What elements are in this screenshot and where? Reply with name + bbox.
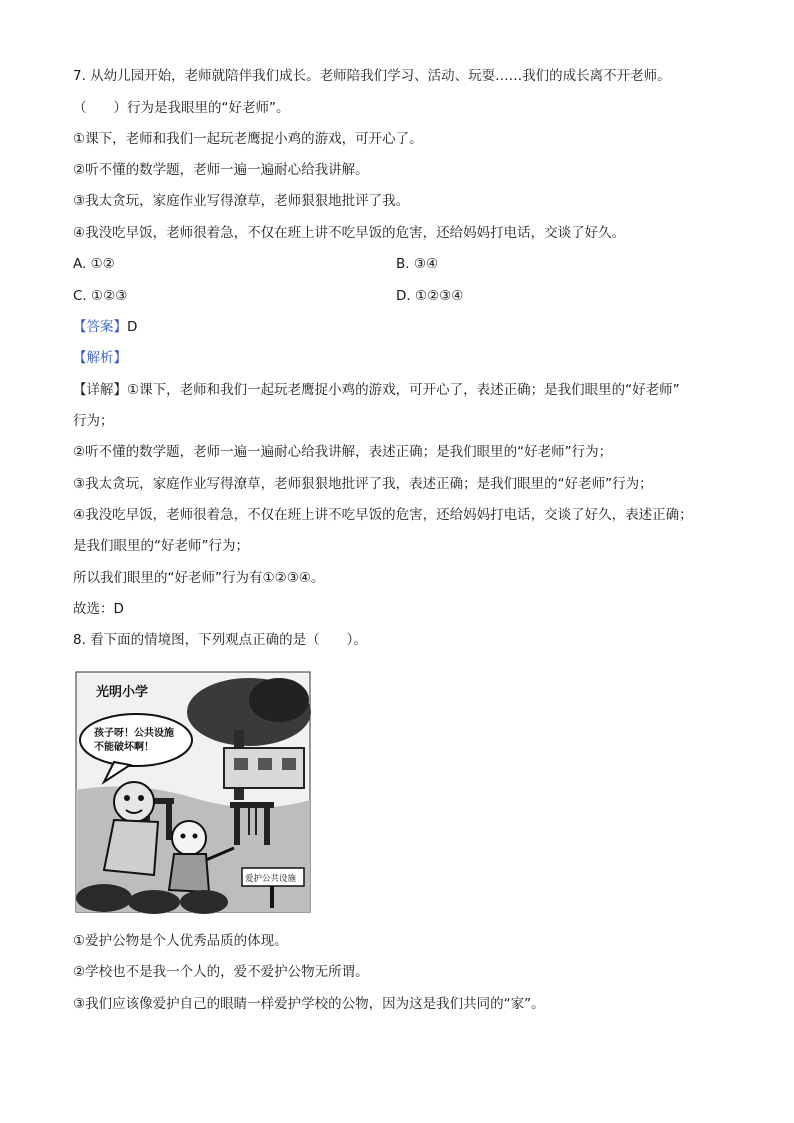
detail-tag: 【详解】	[73, 382, 127, 398]
detail-line-2: 行为；	[73, 413, 114, 429]
detail-line-4: ③我太贪玩，家庭作业写得潦草，老师狠狠地批评了我，表述正确；是我们眼里的“好老师”行为；	[73, 476, 653, 492]
answer-value: D	[127, 319, 138, 335]
detail-line-8: 故选：D	[73, 601, 124, 617]
detail-line-7: 所以我们眼里的“好老师”行为有①②③④。	[73, 570, 325, 586]
detail-line-6: 是我们眼里的“好老师”行为；	[73, 538, 249, 554]
speech-line-2: 不能破坏啊！	[94, 742, 154, 753]
q7-item-2: ②听不懂的数学题，老师一遍一遍耐心给我讲解。	[73, 162, 369, 178]
school-sign: 光明小学	[96, 685, 149, 700]
cartoon-image	[74, 670, 312, 914]
analysis-tag: 【解析】	[73, 350, 127, 366]
q8-stem: 8. 看下面的情境图，下列观点正确的是（ ）。	[73, 632, 367, 648]
q7-item-4: ④我没吃早饭，老师很着急，不仅在班上讲不吃早饭的危害，还给妈妈打电话，交谈了好久。	[73, 225, 626, 241]
detail-line-1	[73, 380, 680, 400]
q7-stem-line-2: （ ）行为是我眼里的“好老师”。	[73, 100, 290, 116]
analysis-line	[73, 348, 127, 368]
q7-item-3: ③我太贪玩，家庭作业写得潦草，老师狠狠地批评了我。	[73, 193, 410, 209]
q7-stem-line-1: 7. 从幼儿园开始，老师就陪伴我们成长。老师陪我们学习、活动、玩耍……我们的成长离不开老师。	[73, 68, 671, 84]
q8-item-1: ①爱护公物是个人优秀品质的体现。	[73, 933, 288, 949]
q7-option-d: D. ①②③④	[396, 288, 464, 304]
detail-line-3: ②听不懂的数学题，老师一遍一遍耐心给我讲解，表述正确；是我们眼里的“好老师”行为；	[73, 444, 613, 460]
q7-item-1: ①课下，老师和我们一起玩老鹰捉小鸡的游戏，可开心了。	[73, 131, 423, 147]
speech-line-1: 孩子呀！公共设施	[94, 728, 174, 739]
answer-tag: 【答案】	[73, 319, 127, 335]
board-text: 爱护公共设施	[245, 874, 297, 884]
q7-option-a: A. ①②	[73, 256, 115, 272]
q8-item-2: ②学校也不是我一个人的，爱不爱护公物无所谓。	[73, 964, 369, 980]
q8-item-3: ③我们应该像爱护自己的眼睛一样爱护学校的公物，因为这是我们共同的“家”。	[73, 996, 545, 1012]
detail-text-1: ①课下，老师和我们一起玩老鹰捉小鸡的游戏，可开心了，表述正确；是我们眼里的“好老师”	[127, 382, 680, 398]
q7-option-c: C. ①②③	[73, 288, 128, 304]
q7-option-b: B. ③④	[396, 256, 439, 272]
answer-line	[73, 317, 137, 337]
detail-line-5: ④我没吃早饭，老师很着急，不仅在班上讲不吃早饭的危害，还给妈妈打电话，交谈了好久，表述正确；	[73, 507, 693, 523]
